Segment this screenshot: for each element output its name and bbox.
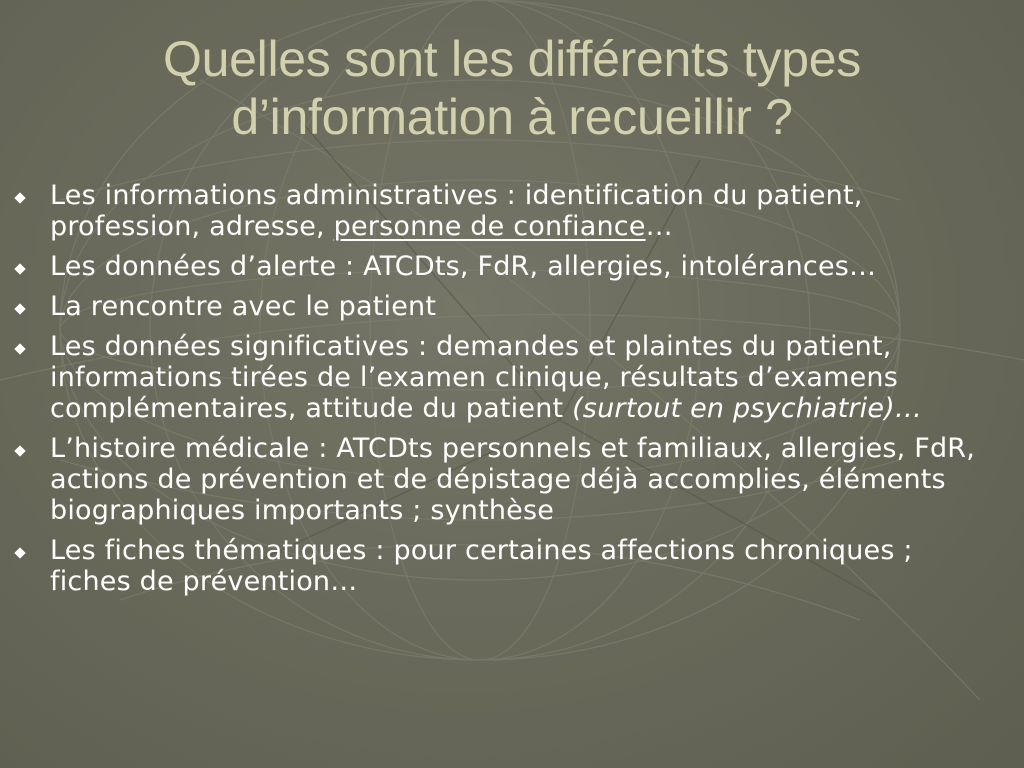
- bullet-text: Les données significatives : demandes et plaintes du patient, informations tirées de l’examen clinique, résultats d’examens complémentaires, attitude du patient: [50, 331, 898, 424]
- bullet-item-significant-data: [10, 331, 1000, 424]
- title-line-1: Quelles sont les différents types: [163, 31, 861, 87]
- bullet-text: Les fiches thématiques : pour certaines affections chroniques ; fiches de prévention…: [50, 535, 913, 597]
- bullet-underlined-text: personne de confiance: [333, 211, 646, 242]
- bullet-text: Les informations administratives : identification du patient, profession, adresse,: [50, 180, 863, 242]
- slide-title: [60, 30, 964, 146]
- bullet-text-end: …: [645, 211, 673, 242]
- diamond-bullet-icon: [14, 343, 25, 354]
- bullet-text: Les données d’alerte : ATCDts, FdR, allergies, intolérances…: [50, 251, 877, 282]
- bullet-list: [10, 180, 1000, 606]
- diamond-bullet-icon: [14, 303, 25, 314]
- diamond-bullet-icon: [14, 547, 25, 558]
- diamond-bullet-icon: [14, 263, 25, 274]
- bullet-item-alert-data: [10, 251, 1000, 282]
- diamond-bullet-icon: [14, 192, 25, 203]
- bullet-text: L’histoire médicale : ATCDts personnels et familiaux, allergies, FdR, actions de prévention et de dépistage déjà accomplies, éléments biographiques importants ; synthèse: [50, 433, 976, 526]
- diamond-bullet-icon: [14, 445, 25, 456]
- bullet-item-patient-meeting: [10, 291, 1000, 322]
- bullet-item-medical-history: [10, 433, 1000, 526]
- bullet-item-administrative: [10, 180, 1000, 242]
- bullet-italic-text: (surtout en psychiatrie)…: [572, 393, 923, 424]
- bullet-item-thematic-sheets: [10, 535, 1000, 597]
- title-line-2: d’information à recueillir ?: [231, 89, 793, 145]
- bullet-text: La rencontre avec le patient: [50, 291, 437, 322]
